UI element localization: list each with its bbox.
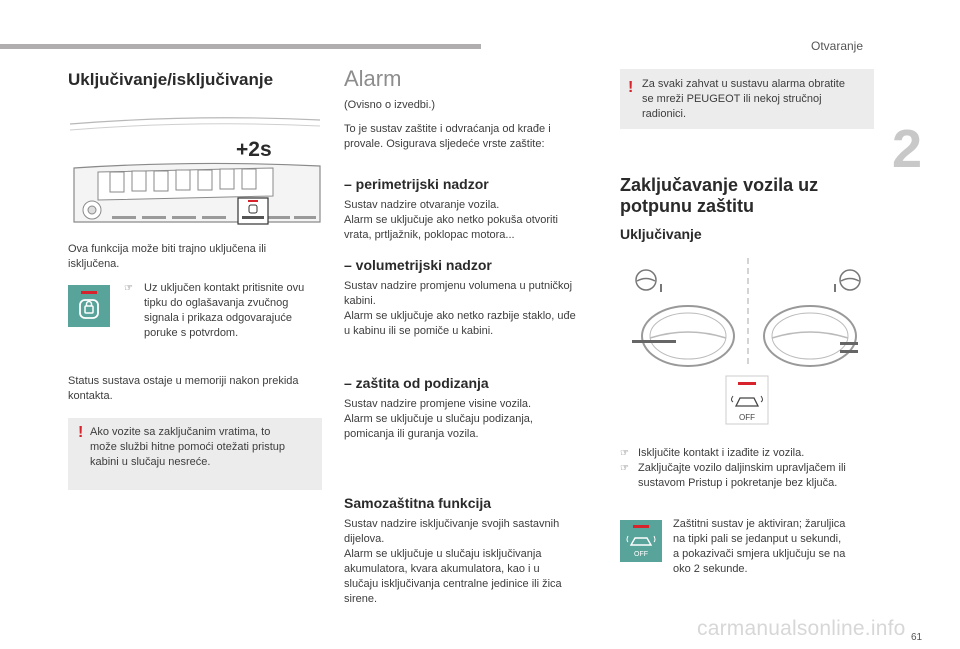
step-1: Isključite kontakt i izađite iz vozila. (638, 447, 805, 459)
console-illustration (68, 112, 324, 230)
right-warning-box (620, 69, 874, 129)
vol-text: Sustav nadzire promjenu volumena u putničkoj kabini. Alarm se uključuje ako netko razbije staklo, uđe u kabinu ili se pomiče u kabini. (344, 280, 576, 337)
right-subtitle: Uključivanje (620, 226, 702, 242)
perim-text: Sustav nadzire otvaranje vozila. Alarm se uključuje ako netko pokuša otvoriti vrata, prtljažnik, poklopac motora... (344, 199, 558, 241)
alarm-off-button-icon (620, 520, 662, 562)
alarm-intro: To je sustav zaštite i odvraćanja od krađe i provale. Osigurava sljedeće vrste zaštite: (344, 123, 551, 150)
perim-title: – perimetrijski nadzor (344, 176, 489, 192)
watermark: carmanualsonline.info (697, 617, 906, 640)
off-label: OFF (739, 413, 755, 422)
right-warning-text: Za svaki zahvat u sustavu alarma obratite se mreži PEUGEOT ili nekoj stručnoj radionici. (642, 78, 845, 120)
bullet-marker: ☞ (124, 283, 133, 294)
alarm-title: Alarm (344, 66, 402, 91)
warning-icon: ! (628, 79, 634, 96)
activation-note: Zaštitni sustav je aktiviran; žaruljica na tipki pali se jedanput u sekundi, a pokazivači smjera uključuju se na oko 2 sekunde. (673, 518, 846, 575)
alarm-variant: (Ovisno o izvedbi.) (344, 99, 436, 111)
tilt-text: Sustav nadzire promjene visine vozila. Alarm se uključuje u slučaju podizanja, pomicanja ili guranja vozila. (344, 398, 533, 440)
bullet-marker: ☞ (620, 448, 629, 459)
tilt-title: – zaštita od podizanja (344, 375, 489, 391)
left-intro: Ova funkcija može biti trajno uključena ili isključena. (68, 243, 267, 270)
left-warning-text: Ako vozite sa zaključanim vratima, to može službi hitne pomoći otežati pristup kabini u slučaju nesreće. (90, 426, 286, 468)
left-status: Status sustava ostaje u memoriji nakon prekida kontakta. (68, 375, 299, 402)
left-warning-box (68, 418, 322, 490)
bullet-marker: ☞ (620, 463, 629, 474)
vol-title: – volumetrijski nadzor (344, 257, 492, 273)
self-title: Samozaštitna funkcija (344, 495, 492, 511)
left-title: Uključivanje/isključivanje (68, 70, 274, 89)
self-text: Sustav nadzire isključivanje svojih sastavnih dijelova. Alarm se uključuje u slučaju isključivanja akumulatora, kvara akumulatora, kao i u slučaju isključivanja centralne jedinice ili žica sirene. (344, 518, 562, 605)
header-bar (0, 44, 481, 49)
left-bullet: Uz uključen kontakt pritisnite ovu tipku do oglašavanja zvučnog signala i prikaza odgovarajuće poruke s potvrdom. (144, 282, 305, 339)
section-title: Otvaranje (811, 39, 864, 53)
page-number: 61 (911, 632, 923, 643)
plus-2s-label: +2s (236, 138, 272, 161)
warning-icon: ! (78, 424, 84, 441)
right-title: Zaključavanje vozila uz potpunu zaštitu (620, 175, 819, 216)
step-2: Zaključajte vozilo daljinskim upravljačem ili sustavom Pristup i pokretanje bez ključa. (638, 462, 846, 489)
chapter-number: 2 (892, 119, 923, 179)
off-label: OFF (634, 551, 648, 558)
locking-illustration (620, 256, 874, 432)
lock-button-icon (68, 285, 110, 327)
